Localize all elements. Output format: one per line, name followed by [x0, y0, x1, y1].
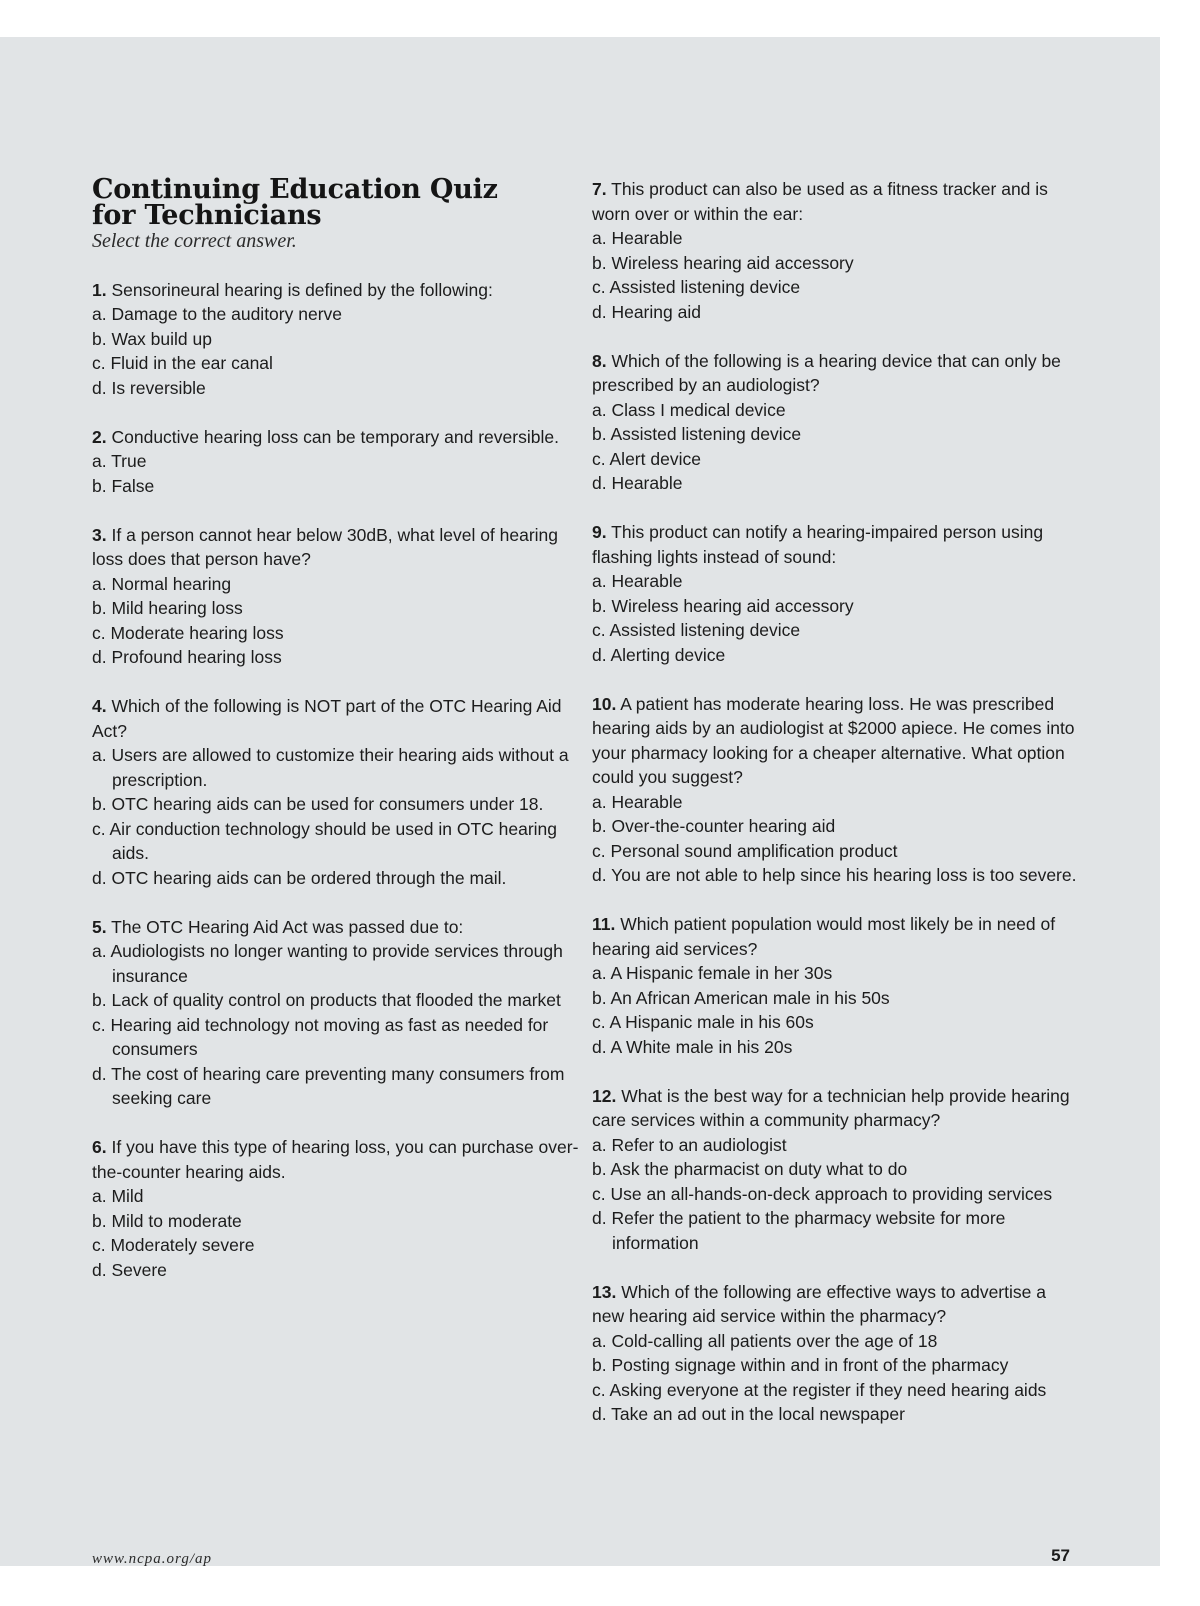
quiz-question-4	[92, 694, 582, 890]
answer-option: b. Wireless hearing aid accessory	[592, 595, 854, 616]
answer-option: b. OTC hearing aids can be used for consumers under 18.	[92, 794, 544, 814]
answer-option: c. Fluid in the ear canal	[92, 353, 273, 373]
question-stem	[592, 692, 1082, 790]
answer-option: c. Alert device	[592, 448, 701, 469]
question-stem	[592, 520, 1082, 569]
answer-option: b. Ask the pharmacist on duty what to do	[592, 1159, 908, 1179]
answer-option: d. Severe	[92, 1259, 167, 1280]
quiz-instructions: Select the correct answer.	[92, 230, 297, 252]
question-number: 13.	[592, 1281, 617, 1302]
question-text: This product can also be used as a fitness tracker and is worn over or within the ear:	[592, 179, 1048, 224]
question-number: 6.	[92, 1137, 107, 1157]
question-number: 3.	[92, 524, 107, 545]
question-text: Which of the following is a hearing device that can only be prescribed by an audiologist?	[592, 350, 1061, 395]
right-question-list	[592, 177, 1082, 1427]
question-number: 4.	[92, 696, 107, 716]
answer-option: a. Audiologists no longer wanting to provide services through insurance	[92, 941, 563, 986]
answer-options	[592, 398, 1082, 496]
question-stem	[592, 1280, 1082, 1329]
question-number: 9.	[592, 522, 607, 542]
question-text: A patient has moderate hearing loss. He was prescribed hearing aids by an audiologist at $2000 apiece. He comes into your pharmacy looking for a cheaper alternative. What option could you suggest?	[592, 693, 1075, 787]
answer-option: a. Hearable	[592, 228, 683, 248]
left-question-list	[92, 278, 582, 1283]
answer-option: a. True	[92, 451, 147, 471]
answer-options	[92, 939, 582, 1111]
question-text: Which of the following are effective ways to advertise a new hearing aid service within the pharmacy?	[592, 1281, 1046, 1326]
question-stem	[92, 425, 582, 450]
answer-option: a. Damage to the auditory nerve	[92, 304, 343, 324]
answer-options	[92, 1184, 582, 1282]
question-number: 2.	[92, 426, 107, 447]
answer-option: a. Hearable	[592, 571, 683, 591]
answer-option: d. Hearing aid	[592, 301, 701, 322]
question-number: 12.	[592, 1085, 617, 1106]
question-stem	[92, 278, 582, 303]
answer-option: d. A White male in his 20s	[592, 1036, 793, 1057]
answer-options	[592, 1329, 1082, 1427]
quiz-question-6	[92, 1135, 582, 1282]
page-number: 57	[1051, 1546, 1070, 1565]
answer-option: a. Hearable	[592, 791, 683, 812]
answer-option: d. Profound hearing loss	[92, 647, 282, 667]
answer-options	[92, 572, 582, 670]
quiz-question-1	[92, 278, 582, 401]
answer-option: b. Wax build up	[92, 328, 212, 349]
page-sheet	[0, 37, 1160, 1566]
quiz-question-7	[592, 177, 1082, 324]
quiz-question-5	[92, 915, 582, 1111]
question-text: Which of the following is NOT part of the OTC Hearing Aid Act?	[92, 696, 562, 741]
answer-option: a. A Hispanic female in her 30s	[592, 963, 833, 983]
answer-option: c. Personal sound amplification product	[592, 840, 898, 861]
answer-options	[592, 1133, 1082, 1256]
answer-option: b. Posting signage within and in front of the pharmacy	[592, 1355, 1009, 1375]
question-text: What is the best way for a technician help provide hearing care services within a community pharmacy?	[592, 1085, 1070, 1130]
answer-option: d. Take an ad out in the local newspaper	[592, 1404, 905, 1424]
question-stem	[92, 915, 582, 940]
answer-option: d. You are not able to help since his hearing loss is too severe.	[592, 865, 1077, 885]
question-stem	[592, 1084, 1082, 1133]
question-stem	[592, 912, 1082, 961]
answer-option: b. Mild hearing loss	[92, 598, 243, 618]
quiz-question-12	[592, 1084, 1082, 1256]
quiz-question-11	[592, 912, 1082, 1059]
question-text: Which patient population would most likely be in need of hearing aid services?	[592, 914, 1056, 959]
answer-option: a. Cold-calling all patients over the age of 18	[592, 1330, 938, 1351]
answer-options	[592, 569, 1082, 667]
answer-option: c. Assisted listening device	[592, 620, 801, 640]
answer-options	[592, 961, 1082, 1059]
quiz-title-line-2: for Technicians	[92, 200, 322, 231]
answer-option: c. Moderately severe	[92, 1235, 255, 1255]
answer-option: b. False	[92, 475, 155, 496]
answer-option: c. Moderate hearing loss	[92, 622, 284, 643]
answer-option: d. OTC hearing aids can be ordered through the mail.	[92, 867, 507, 888]
quiz-question-8	[592, 349, 1082, 496]
answer-option: c. Assisted listening device	[592, 277, 801, 297]
answer-option: d. Refer the patient to the pharmacy website for more information	[592, 1208, 1006, 1253]
quiz-question-2	[92, 425, 582, 499]
answer-option: d. The cost of hearing care preventing many consumers from seeking care	[92, 1063, 565, 1108]
answer-option: c. Use an all-hands-on-deck approach to providing services	[592, 1183, 1053, 1204]
answer-option: a. Refer to an audiologist	[592, 1134, 787, 1155]
question-text: The OTC Hearing Aid Act was passed due to:	[111, 916, 464, 937]
quiz-title	[92, 174, 582, 231]
question-text: If you have this type of hearing loss, you can purchase over-the-counter hearing aids.	[92, 1137, 579, 1182]
answer-option: d. Alerting device	[592, 644, 726, 665]
question-stem	[592, 177, 1082, 226]
question-stem	[92, 523, 582, 572]
question-stem	[92, 1135, 582, 1184]
answer-option: a. Users are allowed to customize their hearing aids without a prescription.	[92, 745, 569, 790]
answer-option: b. Wireless hearing aid accessory	[592, 252, 854, 273]
answer-options	[592, 226, 1082, 324]
answer-option: c. A Hispanic male in his 60s	[592, 1012, 814, 1032]
answer-options	[92, 743, 582, 890]
right-column	[592, 177, 1082, 1451]
answer-option: c. Hearing aid technology not moving as fast as needed for consumers	[92, 1014, 549, 1059]
answer-option: b. Over-the-counter hearing aid	[592, 816, 836, 836]
answer-options	[592, 790, 1082, 888]
quiz-question-10	[592, 692, 1082, 888]
question-text: If a person cannot hear below 30dB, what level of hearing loss does that person have?	[92, 524, 559, 569]
answer-option: b. Assisted listening device	[592, 424, 802, 444]
quiz-question-9	[592, 520, 1082, 667]
question-stem	[592, 349, 1082, 398]
question-number: 10.	[592, 693, 617, 714]
question-number: 5.	[92, 916, 107, 937]
question-number: 11.	[592, 914, 616, 934]
question-text: Sensorineural hearing is defined by the following:	[111, 279, 493, 300]
answer-option: d. Hearable	[592, 473, 683, 493]
question-number: 7.	[592, 179, 607, 199]
question-number: 1.	[92, 279, 107, 300]
answer-option: b. Lack of quality control on products that flooded the market	[92, 990, 561, 1010]
question-number: 8.	[592, 350, 607, 371]
left-column	[92, 174, 582, 1307]
quiz-title-line-1: Continuing Education Quiz	[92, 174, 498, 205]
question-stem	[92, 694, 582, 743]
answer-options	[92, 302, 582, 400]
answer-option: c. Air conduction technology should be used in OTC hearing aids.	[92, 818, 558, 863]
answer-options	[92, 449, 582, 498]
answer-option: b. Mild to moderate	[92, 1210, 242, 1231]
answer-option: a. Mild	[92, 1186, 144, 1206]
question-text: Conductive hearing loss can be temporary and reversible.	[111, 426, 559, 447]
answer-option: d. Is reversible	[92, 377, 206, 398]
quiz-question-3	[92, 523, 582, 670]
question-text: This product can notify a hearing-impaired person using flashing lights instead of sound:	[592, 522, 1044, 567]
answer-option: b. An African American male in his 50s	[592, 987, 890, 1008]
answer-option: a. Class I medical device	[592, 399, 786, 420]
quiz-question-13	[592, 1280, 1082, 1427]
answer-option: a. Normal hearing	[92, 573, 232, 594]
footer-url: www.ncpa.org/ap	[92, 1551, 213, 1567]
answer-option: c. Asking everyone at the register if they need hearing aids	[592, 1379, 1047, 1400]
